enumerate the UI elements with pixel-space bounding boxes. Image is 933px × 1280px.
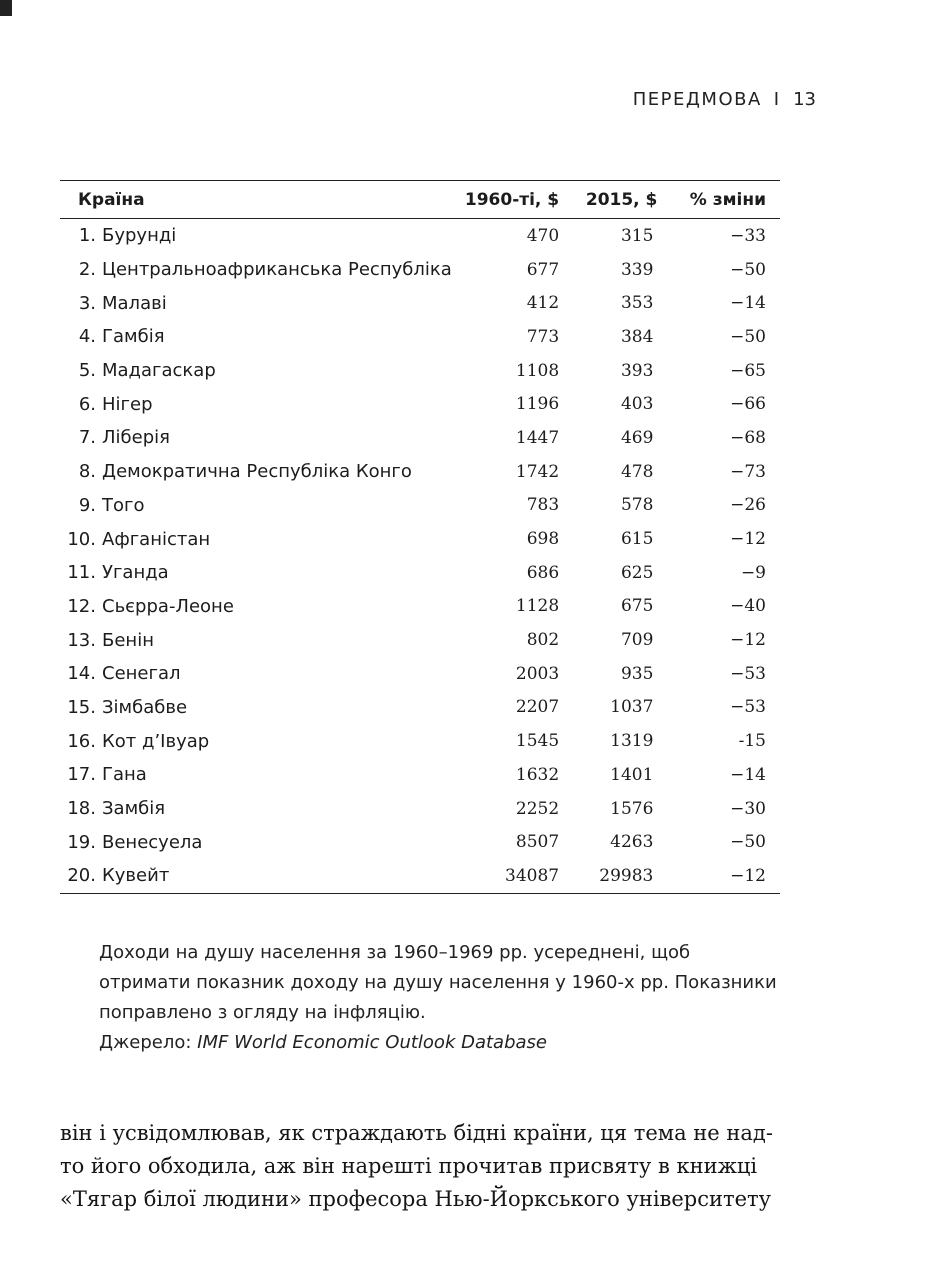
table-header-row bbox=[60, 181, 780, 219]
income-1960-cell: 470 bbox=[526, 225, 560, 246]
income-1960-cell: 783 bbox=[526, 495, 560, 516]
rank-number: 13. bbox=[67, 629, 96, 651]
header-separator: I bbox=[773, 89, 780, 110]
country-cell bbox=[60, 556, 454, 590]
income-1960-cell: 773 bbox=[526, 326, 560, 347]
country-cell bbox=[60, 320, 454, 354]
country-cell bbox=[60, 657, 454, 691]
percent-change-cell: −26 bbox=[730, 495, 766, 516]
table-row bbox=[60, 724, 780, 758]
percent-change-cell: −53 bbox=[730, 663, 766, 684]
country-cell bbox=[60, 623, 454, 657]
income-1960-cell: 2252 bbox=[515, 798, 560, 819]
running-header bbox=[633, 89, 816, 110]
income-1960-cell: 677 bbox=[526, 259, 560, 280]
income-1960-cell: 2003 bbox=[515, 663, 560, 684]
income-2015-cell: 469 bbox=[620, 427, 654, 448]
table-row bbox=[60, 286, 780, 320]
percent-change-cell: −40 bbox=[730, 596, 766, 617]
table-row bbox=[60, 354, 780, 388]
rank-number: 10. bbox=[67, 528, 96, 550]
country-cell bbox=[60, 455, 454, 489]
country-cell bbox=[60, 590, 454, 624]
country-cell bbox=[60, 354, 454, 388]
country-cell bbox=[60, 724, 454, 758]
column-header-change: % зміни bbox=[689, 189, 766, 210]
country-cell bbox=[60, 522, 454, 556]
income-2015-cell: 675 bbox=[620, 596, 654, 617]
note-text: Доходи на душу населення за 1960–1969 рр. усереднені, щоб отримати показник доходу на душу населення у 1960-х рр. Показники поправлено з огляду на інфляцію. bbox=[99, 942, 777, 1023]
income-2015-cell: 403 bbox=[620, 394, 654, 415]
section-title: ПЕРЕДМОВА bbox=[632, 89, 762, 110]
percent-change-cell: −33 bbox=[730, 225, 766, 246]
country-name: Афганістан bbox=[102, 528, 211, 550]
income-2015-cell: 615 bbox=[620, 529, 654, 550]
income-2015-cell: 478 bbox=[620, 461, 654, 482]
source-label: Джерело: bbox=[99, 1032, 198, 1053]
country-cell bbox=[60, 489, 454, 523]
percent-change-cell: -15 bbox=[738, 731, 766, 752]
table-row bbox=[60, 657, 780, 691]
country-name: Сьєрра-Леоне bbox=[102, 595, 234, 617]
rank-number: 19. bbox=[67, 831, 96, 853]
rank-number: 20. bbox=[67, 865, 96, 887]
country-name: Уганда bbox=[102, 562, 169, 584]
income-1960-cell: 412 bbox=[526, 293, 560, 314]
rank-number: 4. bbox=[78, 326, 96, 348]
income-1960-cell: 1742 bbox=[515, 461, 560, 482]
body-line-2: то його обходила, аж він нарешті прочитав присвяту в книжці bbox=[60, 1154, 758, 1178]
income-2015-cell: 353 bbox=[620, 293, 654, 314]
percent-change-cell: −12 bbox=[730, 865, 766, 886]
rank-number: 15. bbox=[67, 696, 96, 718]
income-2015-cell: 1319 bbox=[610, 731, 654, 752]
table-row bbox=[60, 859, 780, 893]
body-line-3: «Тягар білої людини» професора Нью-Йоркського університету bbox=[60, 1187, 772, 1211]
note-source bbox=[99, 1028, 779, 1058]
country-name: Кот д’Івуар bbox=[102, 730, 210, 752]
income-1960-cell: 802 bbox=[526, 630, 560, 651]
country-name: Ліберія bbox=[102, 427, 170, 449]
percent-change-cell: −66 bbox=[730, 394, 766, 415]
table-note bbox=[99, 938, 779, 1058]
percent-change-cell: −50 bbox=[730, 259, 766, 280]
country-cell bbox=[60, 792, 454, 826]
percent-change-cell: −30 bbox=[730, 798, 766, 819]
income-2015-cell: 1401 bbox=[610, 764, 654, 785]
column-header-1960: 1960-ті, $ bbox=[464, 189, 560, 210]
table-row bbox=[60, 455, 780, 489]
country-name: Гамбія bbox=[102, 326, 165, 348]
rank-number: 16. bbox=[67, 730, 96, 752]
percent-change-cell: −68 bbox=[730, 427, 766, 448]
rank-number: 17. bbox=[67, 764, 96, 786]
country-cell bbox=[60, 253, 454, 287]
body-paragraph bbox=[60, 1117, 785, 1216]
country-name: Малаві bbox=[102, 292, 167, 314]
income-2015-cell: 315 bbox=[620, 225, 654, 246]
country-name: Венесуела bbox=[102, 831, 203, 853]
income-2015-cell: 384 bbox=[620, 326, 654, 347]
income-2015-cell: 578 bbox=[620, 495, 654, 516]
country-name: Замбія bbox=[102, 798, 166, 820]
country-cell bbox=[60, 825, 454, 859]
country-name: Зімбабве bbox=[102, 696, 188, 718]
table-body bbox=[60, 219, 780, 894]
country-name: Демократична Республіка Конго bbox=[102, 461, 412, 483]
table-row bbox=[60, 792, 780, 826]
country-name: Того bbox=[102, 494, 145, 516]
table-row bbox=[60, 825, 780, 859]
table-row bbox=[60, 758, 780, 792]
income-1960-cell: 1632 bbox=[515, 764, 560, 785]
income-1960-cell: 2207 bbox=[515, 697, 560, 718]
percent-change-cell: −12 bbox=[730, 529, 766, 550]
country-name: Бенін bbox=[102, 629, 154, 651]
percent-change-cell: −73 bbox=[730, 461, 766, 482]
table-row bbox=[60, 387, 780, 421]
column-header-country: Країна bbox=[78, 189, 145, 210]
income-2015-cell: 4263 bbox=[610, 832, 654, 853]
table-row bbox=[60, 489, 780, 523]
country-name: Бурунді bbox=[102, 225, 177, 247]
income-2015-cell: 1576 bbox=[610, 798, 654, 819]
income-1960-cell: 1128 bbox=[515, 596, 560, 617]
income-1960-cell: 686 bbox=[526, 562, 560, 583]
percent-change-cell: −12 bbox=[730, 630, 766, 651]
income-1960-cell: 1447 bbox=[515, 427, 560, 448]
rank-number: 6. bbox=[78, 393, 96, 415]
country-name: Нігер bbox=[102, 393, 153, 415]
country-name: Кувейт bbox=[102, 865, 170, 887]
income-1960-cell: 1545 bbox=[515, 731, 560, 752]
country-cell bbox=[60, 421, 454, 455]
percent-change-cell: −50 bbox=[730, 832, 766, 853]
table-row bbox=[60, 522, 780, 556]
percent-change-cell: −9 bbox=[740, 562, 766, 583]
country-cell bbox=[60, 219, 454, 253]
table-row bbox=[60, 691, 780, 725]
income-2015-cell: 935 bbox=[620, 663, 654, 684]
rank-number: 14. bbox=[67, 663, 96, 685]
rank-number: 8. bbox=[78, 461, 96, 483]
percent-change-cell: −14 bbox=[730, 764, 766, 785]
country-cell bbox=[60, 859, 454, 893]
rank-number: 2. bbox=[78, 259, 96, 281]
country-cell bbox=[60, 691, 454, 725]
column-header-2015: 2015, $ bbox=[585, 189, 658, 210]
income-1960-cell: 34087 bbox=[505, 865, 560, 886]
corner-mark bbox=[0, 0, 12, 16]
income-2015-cell: 1037 bbox=[610, 697, 654, 718]
percent-change-cell: −65 bbox=[730, 360, 766, 381]
table-row bbox=[60, 421, 780, 455]
country-cell bbox=[60, 387, 454, 421]
rank-number: 11. bbox=[67, 562, 96, 584]
table-row bbox=[60, 219, 780, 253]
country-name: Мадагаскар bbox=[102, 360, 216, 382]
income-table bbox=[60, 180, 780, 894]
rank-number: 5. bbox=[78, 360, 96, 382]
rank-number: 1. bbox=[78, 225, 96, 247]
country-cell bbox=[60, 758, 454, 792]
page-number: 13 bbox=[793, 89, 816, 110]
table-row bbox=[60, 320, 780, 354]
percent-change-cell: −14 bbox=[730, 293, 766, 314]
rank-number: 3. bbox=[78, 292, 96, 314]
income-1960-cell: 1196 bbox=[515, 394, 560, 415]
body-line-1: він і усвідомлював, як страждають бідні країни, ця тема не над- bbox=[60, 1121, 773, 1145]
country-name: Центральноафриканська Республіка bbox=[102, 259, 452, 281]
table-row bbox=[60, 556, 780, 590]
source-title: IMF World Economic Outlook Database bbox=[197, 1032, 547, 1053]
country-cell bbox=[60, 286, 454, 320]
income-2015-cell: 709 bbox=[620, 630, 654, 651]
rank-number: 9. bbox=[78, 494, 96, 516]
country-name: Сенегал bbox=[102, 663, 181, 685]
table-row bbox=[60, 623, 780, 657]
table-row bbox=[60, 253, 780, 287]
rank-number: 12. bbox=[67, 595, 96, 617]
percent-change-cell: −53 bbox=[730, 697, 766, 718]
income-1960-cell: 698 bbox=[526, 529, 560, 550]
table-row bbox=[60, 590, 780, 624]
income-1960-cell: 1108 bbox=[515, 360, 560, 381]
income-2015-cell: 29983 bbox=[599, 865, 654, 886]
rank-number: 7. bbox=[78, 427, 96, 449]
income-2015-cell: 339 bbox=[620, 259, 654, 280]
income-2015-cell: 625 bbox=[620, 562, 654, 583]
percent-change-cell: −50 bbox=[730, 326, 766, 347]
rank-number: 18. bbox=[67, 798, 96, 820]
income-2015-cell: 393 bbox=[620, 360, 654, 381]
income-1960-cell: 8507 bbox=[515, 832, 560, 853]
country-name: Гана bbox=[102, 764, 147, 786]
